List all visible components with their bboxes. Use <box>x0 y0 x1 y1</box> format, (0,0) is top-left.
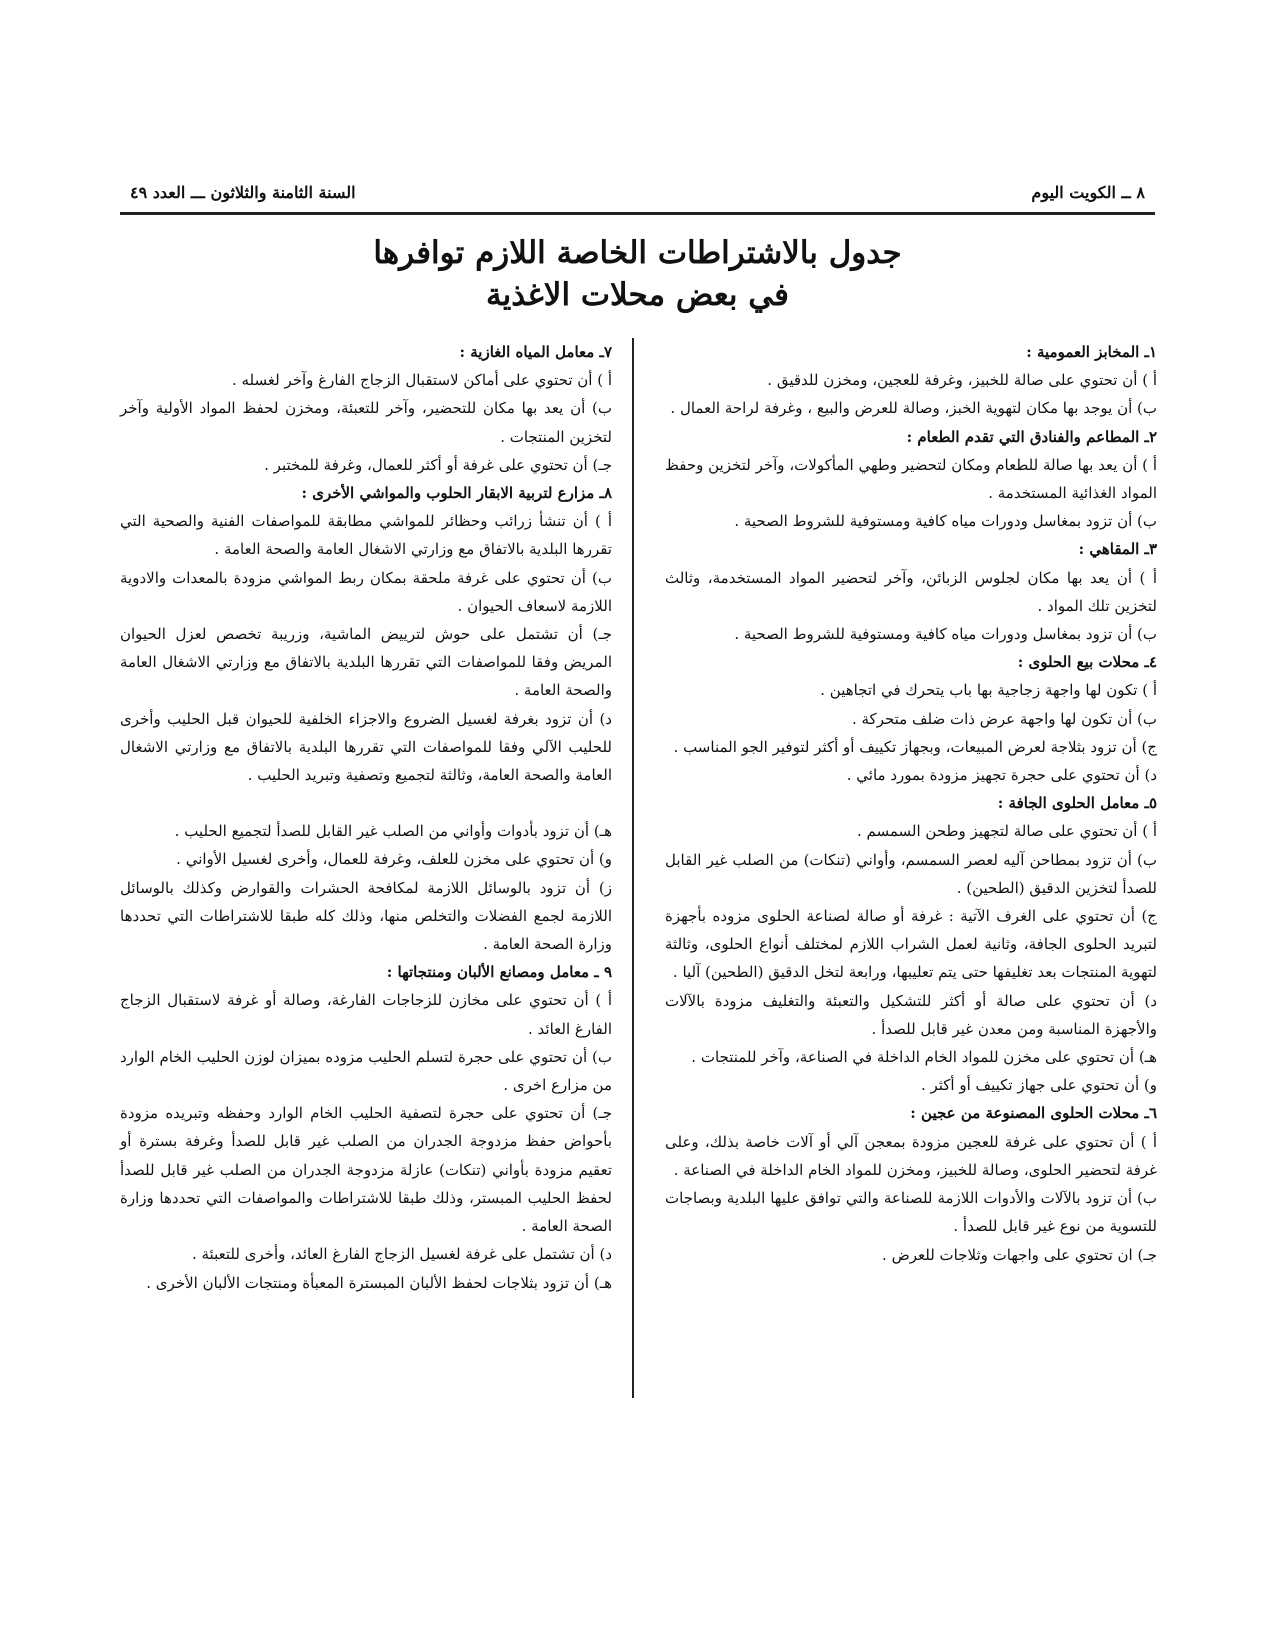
section-item: أ ) تكون لها واجهة زجاجية بها باب يتحرك في اتجاهين . <box>820 681 1157 700</box>
section-item: أ ) أن تحتوي على صالة للخبيز، وغرفة للعجين، ومخزن للدقيق . <box>767 371 1157 390</box>
section-item: هـ) أن تزود بأدوات وأواني من الصلب غير القابل للصدأ لتجميع الحليب . <box>174 822 612 841</box>
section-heading: ٤ـ محلات بيع الحلوى : <box>1017 653 1157 672</box>
spacer <box>120 789 612 817</box>
section-heading: ٣ـ المقاهي : <box>1078 540 1157 559</box>
section-item: ب) أن تحتوي على حجرة لتسلم الحليب مزوده بميزان لوزن الحليب الخام الوارد من مزارع اخرى . <box>120 1047 612 1095</box>
section-item: ب) أن تكون لها واجهة عرض ذات ضلف متحركة . <box>851 709 1157 728</box>
section-item: د) أن تحتوي على صالة أو أكثر للتشكيل والتعبئة والتغليف مزودة بالآلات والأجهزة المناسبة ومن معدن غير قابل للصدأ . <box>665 991 1157 1038</box>
section-item: هـ) أن تزود بثلاجات لحفظ الألبان المبسترة المعبأة ومنتجات الألبان الأخرى . <box>146 1273 612 1292</box>
section-heading: ١ـ المخابز العمومية : <box>1026 343 1157 361</box>
page-header <box>120 183 1155 211</box>
column-divider <box>632 338 634 1398</box>
title-line-1: جدول بالاشتراطات الخاصة اللازم توافرها <box>373 235 902 271</box>
section-item: د) أن تشتمل على غرفة لغسيل الزجاج الفارغ العائد، وأخرى للتعبئة . <box>191 1245 612 1264</box>
left-column <box>120 338 612 1297</box>
section-item: أ ) أن يعد بها مكان لجلوس الزبائن، وآخر لتحضير المواد المستخدمة، وثالث لتخزين تلك المواد . <box>665 568 1157 615</box>
section-item: د) أن تحتوي على حجرة تجهيز مزودة بمورد مائي . <box>846 766 1157 785</box>
section-item: ب) أن يعد بها مكان للتحضير، وآخر للتعبئة، ومخزن لحفظ المواد الأولية وآخر لتخزين المنتجات . <box>120 399 612 446</box>
section-item: جـ) أن تشتمل على حوش لترييض الماشية، وزريبة تخصص لعزل الحيوان المريض وفقا للمواصفات التي تقررها البلدية بالاتفاق مع وزارتي الاشغال العامة والصحة العامة . <box>120 625 612 700</box>
section-heading: ٢ـ المطاعم والفنادق التي تقدم الطعام : <box>906 427 1157 446</box>
section-item: أ ) أن تحتوي على غرفة للعجين مزودة بمعجن آلي أو آلات خاصة بذلك، وعلى غرفة لتحضير الحلوى، وصالة للخبيز، ومخزن للمواد الخام الداخلة في الصناعة . <box>665 1132 1157 1179</box>
section-item: ب) أن يوجد بها مكان لتهوية الخبز، وصالة للعرض والبيع ، وغرفة لراحة العمال . <box>670 399 1157 418</box>
section-item: ب) أن تزود بمغاسل ودورات مياه كافية ومستوفية للشروط الصحية . <box>734 625 1157 644</box>
section-item: هـ) أن تحتوي على مخزن للمواد الخام الداخلة في الصناعة، وآخر للمنتجات . <box>691 1048 1157 1067</box>
section-heading: ٩ ـ معامل ومصانع الألبان ومنتجاتها : <box>386 963 612 982</box>
section-item: ج) أن تحتوي على الغرف الآتية : غرفة أو صالة لصناعة الحلوى مزوده بأجهزة لتبريد الحلوى الجافة، وثانية لعمل الشراب اللازم لمختلف أنواع الحلوى، وثالثة لتهوية المنتجات بعد تغليفها حتى يتم تعليبها، ورابعة لتخل الدقيق (الطحين) آليا . <box>665 907 1157 982</box>
section-item: أ ) أن تحتوي على مخازن للزجاجات الفارغة، وصالة أو غرفة لاستقبال الزجاج الفارغ العائد . <box>120 991 612 1038</box>
section-item: أ ) أن يعد بها صالة للطعام ومكان لتحضير وطهي المأكولات، وآخر لتخزين وحفظ المواد الغذائية المستخدمة . <box>665 455 1157 503</box>
section-heading: ٨ـ مزارع لتربية الابقار الحلوب والمواشي الأخرى : <box>301 484 612 503</box>
title-line-2: في بعض محلات الاغذية <box>486 277 789 313</box>
section-item: أ ) أن تحتوي على صالة لتجهيز وطحن السمسم . <box>856 822 1157 841</box>
section-item: و) أن تحتوي على مخزن للعلف، وغرفة للعمال، وأخرى لغسيل الأواني . <box>176 850 612 869</box>
section-item: و) أن تحتوي على جهاز تكييف أو أكثر . <box>920 1076 1157 1095</box>
section-item: أ ) أن تنشأ زرائب وحظائر للمواشي مطابقة للمواصفات الفنية والصحية التي تقررها البلدية بالاتفاق مع وزارتي الاشغال العامة والصحة العامة . <box>120 512 612 559</box>
section-heading: ٧ـ معامل المياه الغازية : <box>459 343 612 361</box>
section-item: د) أن تزود بغرفة لغسيل الضروع والاجزاء الخلفية للحيوان قبل الحليب وأخرى للحليب الآلي وفقا للمواصفات التي تقررها البلدية بالاتفاق مع وزارتي الاشغال العامة والصحة العامة، وثالثة لتجميع وتصفية وتبريد الحليب . <box>120 709 612 785</box>
section-item: جـ) أن تحتوي على حجرة لتصفية الحليب الخام الوارد وحفظه وتبريده مزودة بأحواض حفظ مزدوجة الجدران من الصلب غير قابل للصدأ وغرفة بسترة أو تعقيم مزودة بأواني (تنكات) عازلة مزدوجة الجدران من الصلب غير قابل للصدأ لحفظ الحليب المبستر، وذلك طبقا للاشتراطات والمواصفات التي تحددها وزارة الصحة العامة . <box>120 1104 612 1236</box>
section-item: ب) أن تزود بالآلات والأدوات اللازمة للصناعة والتي توافق عليها البلدية وبصاجات للتسوية من نوع غير قابل للصدأ . <box>665 1189 1157 1236</box>
document-title <box>200 232 1075 316</box>
section-heading: ٥ـ معامل الحلوى الجافة : <box>997 794 1157 813</box>
section-item: أ ) أن تحتوي على أماكن لاستقبال الزجاج الفارغ وآخر لغسله . <box>231 371 612 390</box>
right-column <box>665 338 1157 1269</box>
issue-info: السنة الثامنة والثلاثون ـــ العدد ٤٩ <box>130 183 356 202</box>
section-item: ب) أن تحتوي على غرفة ملحقة بمكان ربط المواشي مزودة بالمعدات والادوية اللازمة لاسعاف الحيوان . <box>120 568 612 615</box>
section-item: ج) أن تزود بثلاجة لعرض المبيعات، وبجهاز تكييف أو أكثر لتوفير الجو المناسب . <box>673 737 1157 756</box>
section-item: ب) أن تزود بمغاسل ودورات مياه كافية ومستوفية للشروط الصحية . <box>734 512 1157 531</box>
section-item: ز) أن تزود بالوسائل اللازمة لمكافحة الحشرات والقوارض وكذلك بالوسائل اللازمة لجمع الفضلات والتخلص منها، وذلك كله طبقا للاشتراطات التي تحددها وزارة الصحة العامة . <box>120 878 612 954</box>
section-heading: ٦ـ محلات الحلوى المصنوعة من عجين : <box>910 1104 1157 1123</box>
section-item: ب) أن تزود بمطاحن آليه لعصر السمسم، وأواني (تنكات) من الصلب غير القابل للصدأ لتخزين الدقيق (الطحين) . <box>665 850 1157 897</box>
header-rule <box>120 212 1155 215</box>
section-item: جـ) أن تحتوي على غرفة أو أكثر للعمال، وغرفة للمختبر . <box>264 455 612 474</box>
section-item: جـ) ان تحتوي على واجهات وثلاجات للعرض . <box>882 1245 1157 1264</box>
page-ref: ٨ ــ الكويت اليوم <box>1031 183 1145 202</box>
